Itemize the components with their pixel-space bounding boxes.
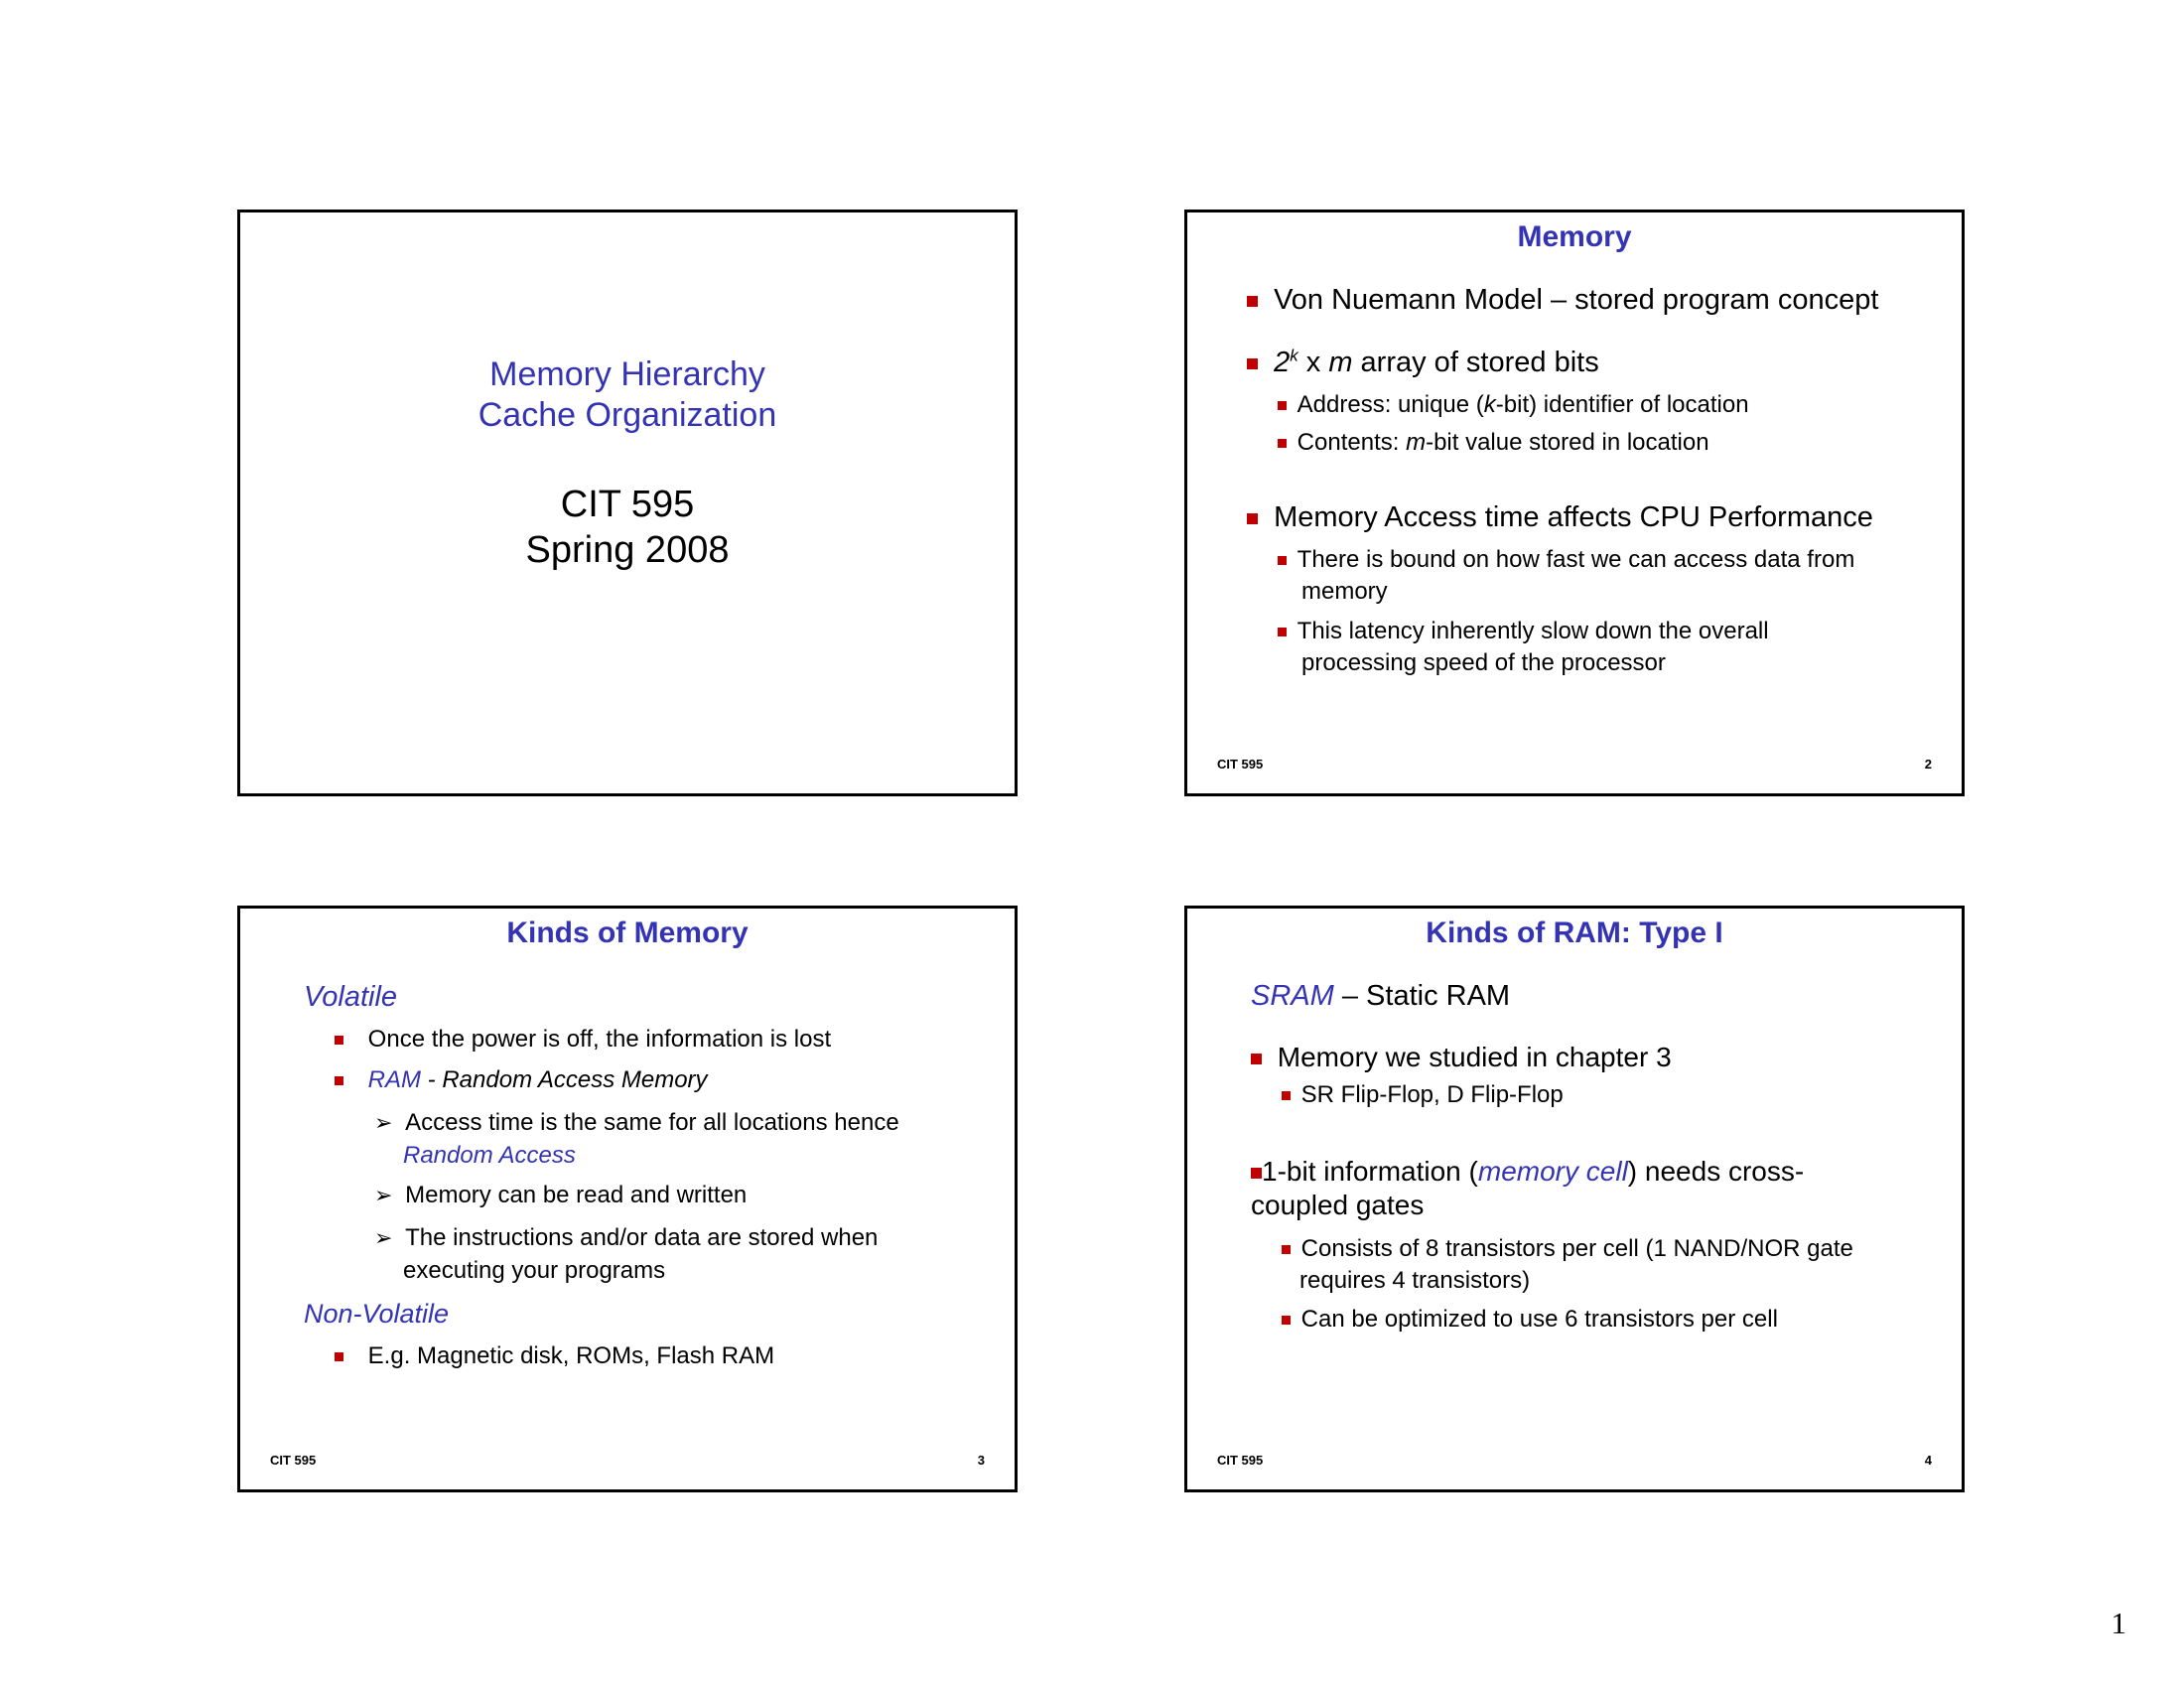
slide-3-arrow-read-write: ➢ Memory can be read and written (374, 1182, 748, 1208)
slide-2-bullet-2 (1247, 346, 1599, 379)
slide-4-sub-flipflops: SR Flip-Flop, D Flip-Flop (1282, 1079, 1564, 1111)
slide-2-page-number: 2 (1924, 757, 1932, 772)
b2-base: 2$^k$ x m array of stored bits (1274, 346, 1599, 378)
slide-4-footer: CIT 595 (1217, 1453, 1264, 1468)
bullet-icon (1282, 1091, 1291, 1100)
bullet-icon (335, 1076, 343, 1085)
non-volatile-heading: Non-Volatile (304, 1299, 450, 1329)
slide-2-sub-address: Address: unique (k-bit) identifier of location (1278, 389, 1749, 421)
slide-3-title: Kinds of Memory (506, 916, 749, 949)
course-name: CIT 595 (560, 484, 695, 525)
slide-3-bullet-ram: RAM - Random Access Memory (335, 1064, 708, 1096)
arrow-bullet-icon: ➢ (374, 1184, 393, 1208)
document-page-number: 1 (2111, 1606, 2126, 1640)
course-term: Spring 2008 (525, 529, 730, 571)
slide-1 (237, 210, 1018, 796)
bullet-icon (1278, 628, 1287, 636)
slide-2 (1184, 210, 1965, 796)
bullet-icon (1278, 439, 1287, 448)
bullet-icon (1247, 513, 1258, 524)
slide-3-bullet-examples: E.g. Magnetic disk, ROMs, Flash RAM (335, 1340, 774, 1372)
slide-1-title-line2: Cache Organization (478, 396, 777, 434)
slide-1-title-line1: Memory Hierarchy (489, 355, 765, 393)
bullet-icon (1251, 1168, 1262, 1179)
slide-4-page-number: 4 (1924, 1453, 1932, 1468)
sram-heading: SRAM – Static RAM (1251, 980, 1511, 1012)
bullet-icon (1282, 1245, 1291, 1254)
slide-1-subtitle (240, 482, 1015, 573)
slide-1-title (240, 354, 1015, 436)
arrow-bullet-icon: ➢ (374, 1226, 393, 1251)
slide-2-bullet-1: Von Nuemann Model – stored program concept (1247, 284, 1878, 317)
slide-4 (1184, 906, 1965, 1492)
volatile-heading: Volatile (304, 981, 398, 1013)
slide-2-bullet-3: Memory Access time affects CPU Performance (1247, 501, 1873, 534)
slide-4-sub-transistors: Consists of 8 transistors per cell (1 NAND/NOR gate requires 4 transistors) (1282, 1233, 1853, 1297)
arrow-bullet-icon: ➢ (374, 1111, 393, 1136)
slide-3-footer: CIT 595 (270, 1453, 317, 1468)
slide-4-title: Kinds of RAM: Type I (1426, 916, 1723, 949)
slide-2-sub-latency: This latency inherently slow down the overall processing speed of the processor (1278, 616, 1769, 679)
bullet-icon (1282, 1316, 1291, 1325)
slide-2-sub-bound: There is bound on how fast we can access data from memory (1278, 544, 1854, 608)
bullet-icon (1278, 401, 1287, 410)
slide-4-bullet-memory-cell: 1-bit information (memory cell) needs cross- coupled gates (1251, 1156, 1805, 1220)
slide-3 (237, 906, 1018, 1492)
slide-3-page-number: 3 (977, 1453, 985, 1468)
slide-2-title: Memory (1517, 220, 1632, 253)
bullet-icon (1247, 358, 1258, 369)
slide-4-sub-optimized: Can be optimized to use 6 transistors per cell (1282, 1304, 1778, 1336)
slide-2-footer: CIT 595 (1217, 757, 1264, 772)
slide-3-arrow-instructions: ➢ The instructions and/or data are stored when executing your programs (374, 1224, 879, 1284)
bullet-icon (335, 1036, 343, 1045)
bullet-icon (335, 1352, 343, 1361)
slide-3-arrow-access-time: ➢ Access time is the same for all locations hence Random Access (374, 1109, 899, 1169)
slide-4-bullet-chapter: Memory we studied in chapter 3 (1251, 1042, 1672, 1073)
bullet-icon (1278, 556, 1287, 565)
slide-3-bullet-power: Once the power is off, the information is lost (335, 1024, 831, 1055)
slide-2-sub-contents: Contents: m-bit value stored in location (1278, 427, 1709, 459)
bullet-icon (1251, 1054, 1262, 1064)
bullet-icon (1247, 296, 1258, 307)
